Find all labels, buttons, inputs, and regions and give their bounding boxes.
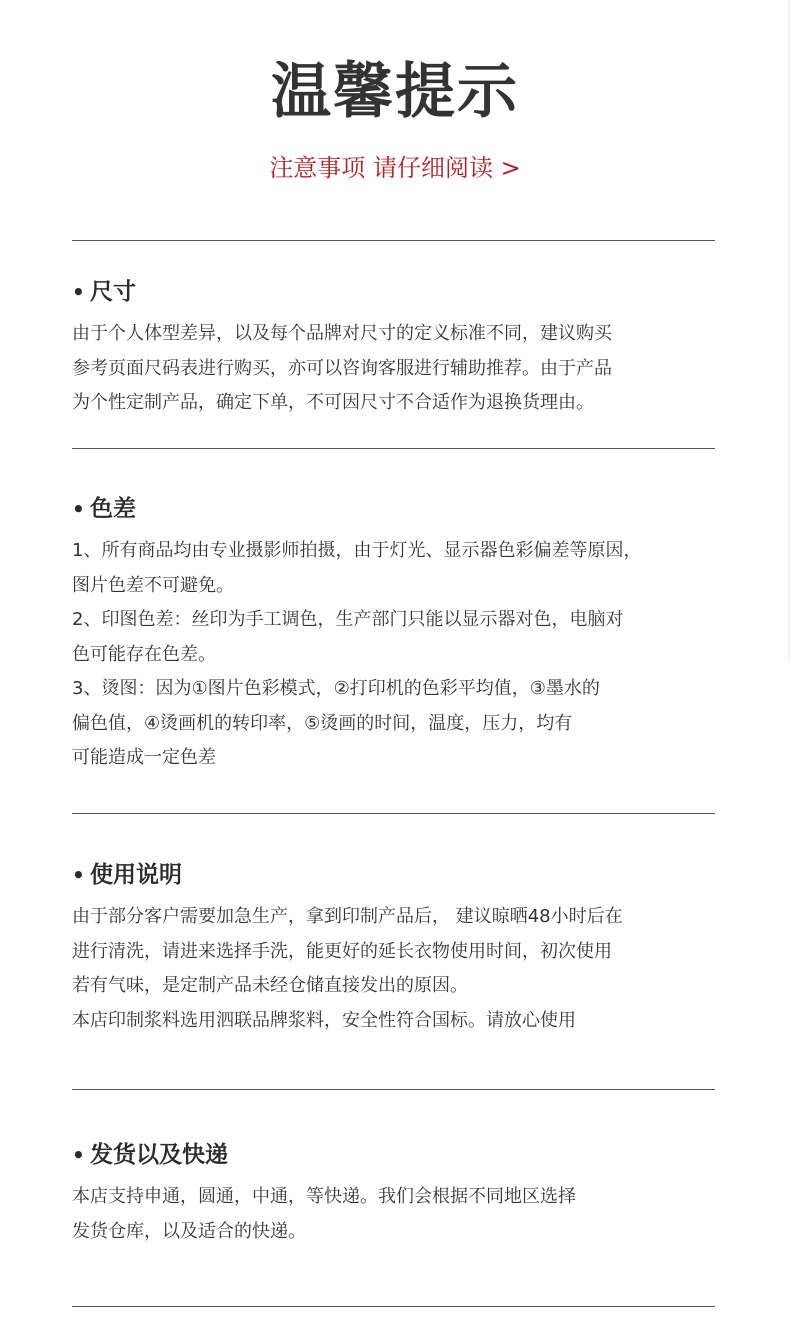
body-line: 3、烫图：因为①图片色彩模式，②打印机的色彩平均值，③墨水的 xyxy=(72,678,600,699)
body-line: 进行清洗，请进来选择手洗，能更好的延长衣物使用时间，初次使用 xyxy=(72,940,612,962)
bullet-icon: • xyxy=(72,497,85,521)
section-usage-instructions xyxy=(72,858,722,1038)
read-notice-link[interactable]: 注意事项 请仔细阅读 > xyxy=(269,154,521,182)
body-line: 若有气味，是定制产品未经仓储直接发出的原因。 xyxy=(72,975,468,996)
body-line: 可能造成一定色差 xyxy=(72,747,216,768)
body-line: 本店印制浆料选用泗联品牌浆料，安全性符合国标。请放心使用 xyxy=(72,1009,576,1031)
bullet-icon: • xyxy=(72,863,85,887)
section-color-difference xyxy=(72,492,722,776)
body-line: 色可能存在色差。 xyxy=(72,643,216,665)
divider xyxy=(72,240,715,241)
bullet-icon: • xyxy=(72,280,85,304)
body-line: 发货仓库，以及适合的快递。 xyxy=(72,1220,306,1242)
section-body xyxy=(72,317,722,421)
section-shipping xyxy=(72,1138,722,1249)
divider xyxy=(72,1306,715,1307)
body-line: 由于个人体型差异，以及每个品牌对尺寸的定义标准不同，建议购买 xyxy=(72,323,612,344)
section-body xyxy=(72,534,722,776)
section-title: 发货以及快递 xyxy=(90,1142,228,1168)
divider xyxy=(72,1089,715,1090)
section-heading xyxy=(72,858,722,892)
section-title: 使用说明 xyxy=(90,862,182,888)
body-line: 1、所有商品均由专业摄影师拍摄，由于灯光、显示器色彩偏差等原因， xyxy=(72,540,642,561)
section-body xyxy=(72,1180,722,1249)
section-title: 色差 xyxy=(90,496,136,522)
section-body xyxy=(72,900,722,1038)
body-line: 本店支持申通，圆通，中通，等快递。我们会根据不同地区选择 xyxy=(72,1186,576,1207)
section-heading xyxy=(72,492,722,526)
divider xyxy=(72,448,715,449)
section-heading xyxy=(72,1138,722,1172)
body-line: 参考页面尺码表进行购买，亦可以咨询客服进行辅助推荐。由于产品 xyxy=(72,357,612,379)
body-line: 为个性定制产品，确定下单，不可因尺寸不合适作为退换货理由。 xyxy=(72,392,594,413)
section-size xyxy=(72,275,722,421)
page-title: 温馨提示 xyxy=(271,57,519,127)
section-heading xyxy=(72,275,722,309)
body-line: 由于部分客户需要加急生产，拿到印制产品后， 建议晾晒48小时后在 xyxy=(72,906,623,927)
body-line: 2、印图色差：丝印为手工调色，生产部门只能以显示器对色，电脑对 xyxy=(72,609,624,630)
body-line: 图片色差不可避免。 xyxy=(72,574,234,596)
section-title: 尺寸 xyxy=(90,279,136,305)
body-line: 偏色值，④烫画机的转印率，⑤烫画的时间，温度，压力，均有 xyxy=(72,712,573,734)
divider xyxy=(72,813,715,814)
bullet-icon: • xyxy=(72,1143,85,1167)
